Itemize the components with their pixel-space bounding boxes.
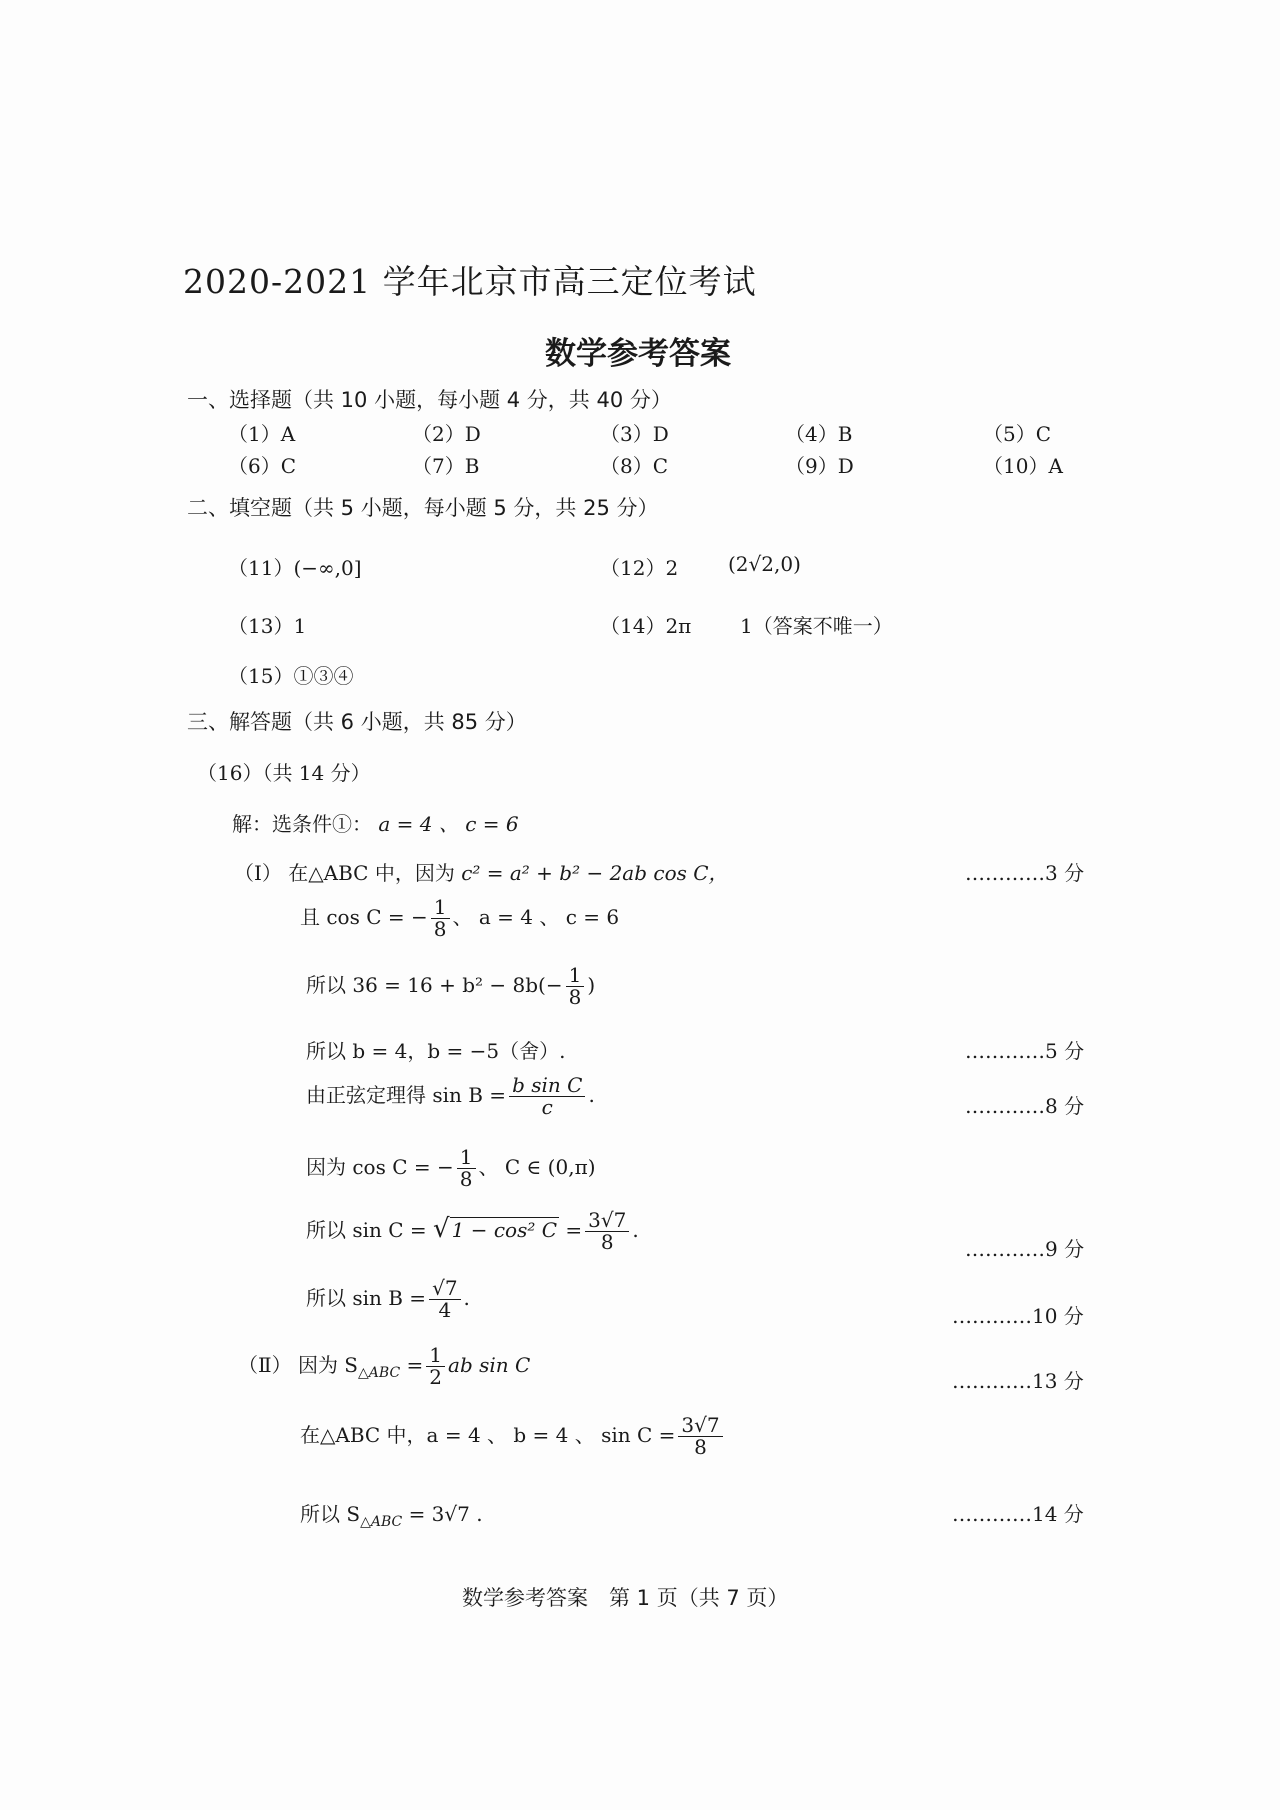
part1-line-6: 因为 cos C = − $\frac{1}{8}$ 、 C ∈ (0,π)	[306, 1145, 596, 1191]
sin-c-label: 所以 sin C =	[306, 1218, 427, 1242]
part1-line-3: 所以 36 = 16 + b² − 8b(− $\frac{1}{8}$ )	[306, 963, 596, 1009]
choice-answer-10: （10）A	[983, 454, 1063, 478]
fraction-one-half: $\frac{1}{2}$	[426, 1345, 445, 1388]
fill-answer-15: （15）①③④	[228, 664, 354, 688]
score-10: …………10 分	[952, 1304, 1084, 1328]
part1-line-4: 所以 b = 4，b = −5（舍）.	[306, 1039, 566, 1063]
substitution: 所以 36 = 16 + b² − 8b(−	[306, 973, 563, 997]
cos-c-given: 且 cos C = −	[300, 905, 428, 929]
sine-law-label: 由正弦定理得 sin B =	[306, 1083, 507, 1107]
fraction-bsinc-over-c: $\frac{\text{b sin C}}{c}$	[509, 1075, 585, 1118]
fraction-3sqrt7-over-8: $\frac{3√7}{8}$	[585, 1210, 629, 1253]
document-title: 2020-2021 学年北京市高三定位考试	[183, 262, 757, 301]
q16-choose-line	[232, 808, 519, 837]
section-solve-header: 三、解答题（共 6 小题，共 85 分）	[187, 710, 527, 734]
part1-text: 在△ABC 中，因为	[288, 861, 455, 885]
choice-answer-3: （3）D	[600, 422, 669, 446]
document-subtitle: 数学参考答案	[545, 336, 731, 372]
part1-line-7: 所以 sin C = √ 1 − cos² C = $\frac{3√7}{8}$ .	[306, 1208, 639, 1254]
part2-label: （Ⅱ）	[238, 1353, 292, 1377]
part2-line-2	[300, 1415, 726, 1458]
choice-answer-4: （4）B	[785, 422, 853, 446]
choice-answer-2: （2）D	[412, 422, 481, 446]
score-14: …………14 分	[952, 1502, 1084, 1526]
section-choice-header: 一、选择题（共 10 小题，每小题 4 分，共 40 分）	[187, 388, 672, 412]
part1-label: （Ⅰ）	[234, 861, 282, 885]
choose-label: 解：选条件①：	[232, 812, 372, 836]
cosine-law: c² = a² + b² − 2ab cos C，	[461, 861, 729, 885]
part1-line-2	[300, 897, 619, 940]
choose-condition: a = 4 、 c = 6	[378, 812, 519, 836]
fraction-one-eighth: $\frac{1}{8}$	[431, 897, 450, 940]
fraction-sqrt7-over-4: $\frac{√7}{4}$	[429, 1278, 460, 1321]
given-values-2: 在△ABC 中，a = 4 、 b = 4 、 sin C =	[300, 1423, 676, 1447]
page-footer: 数学参考答案 第 1 页（共 7 页）	[462, 1586, 789, 1610]
part1-line-8: 所以 sin B = $\frac{√7}{4}$ .	[306, 1276, 470, 1322]
choice-answer-1: （1）A	[228, 422, 296, 446]
area-result: 所以 S	[300, 1502, 361, 1526]
cos-c-range: 因为 cos C = −	[306, 1155, 454, 1179]
score-13: …………13 分	[952, 1369, 1084, 1393]
choice-answer-7: （7）B	[412, 454, 480, 478]
part1-line-5: 由正弦定理得 sin B = $\frac{\text{b sin C}}{c}$ .	[306, 1073, 595, 1119]
fraction-one-eighth: $\frac{1}{8}$	[566, 965, 585, 1008]
part1-line-1	[234, 857, 729, 886]
section-fill-header: 二、填空题（共 5 小题，每小题 5 分，共 25 分）	[187, 496, 659, 520]
given-values: 、 a = 4 、 c = 6	[452, 905, 620, 929]
fill-answer-12-second: (2√2,0)	[728, 552, 801, 576]
sqrt-one-minus-cos2c: √ 1 − cos² C	[433, 1214, 558, 1244]
part2-line-1: （Ⅱ） 因为 $S_{\triangle ABC}$ = $\frac{1}{2}$ ab sin C	[238, 1343, 531, 1389]
sin-b-label: 所以 sin B =	[306, 1286, 427, 1310]
fill-answer-12: （12）2	[600, 556, 679, 580]
fill-answer-11: （11）(−∞,0]	[228, 556, 362, 580]
fill-answer-14-second: 1（答案不唯一）	[740, 614, 893, 638]
score-8: …………8 分	[965, 1094, 1085, 1118]
fill-answer-14: （14）2π	[600, 614, 692, 638]
choice-answer-8: （8）C	[600, 454, 669, 478]
part2-line-3: 所以 $S_{\triangle ABC} = 3√7$ .	[300, 1502, 483, 1530]
choice-answer-9: （9）D	[785, 454, 854, 478]
score-3: …………3 分	[965, 861, 1085, 885]
fraction-one-eighth: $\frac{1}{8}$	[457, 1147, 476, 1190]
score-9: …………9 分	[965, 1237, 1085, 1261]
area-label: 因为 S	[297, 1353, 359, 1377]
fill-answer-13: （13）1	[228, 614, 307, 638]
fraction-3sqrt7-over-8: $\frac{3√7}{8}$	[678, 1415, 722, 1458]
score-5: …………5 分	[965, 1039, 1085, 1063]
q16-header: （16）（共 14 分）	[197, 761, 371, 785]
choice-answer-6: （6）C	[228, 454, 297, 478]
choice-answer-5: （5）C	[983, 422, 1052, 446]
